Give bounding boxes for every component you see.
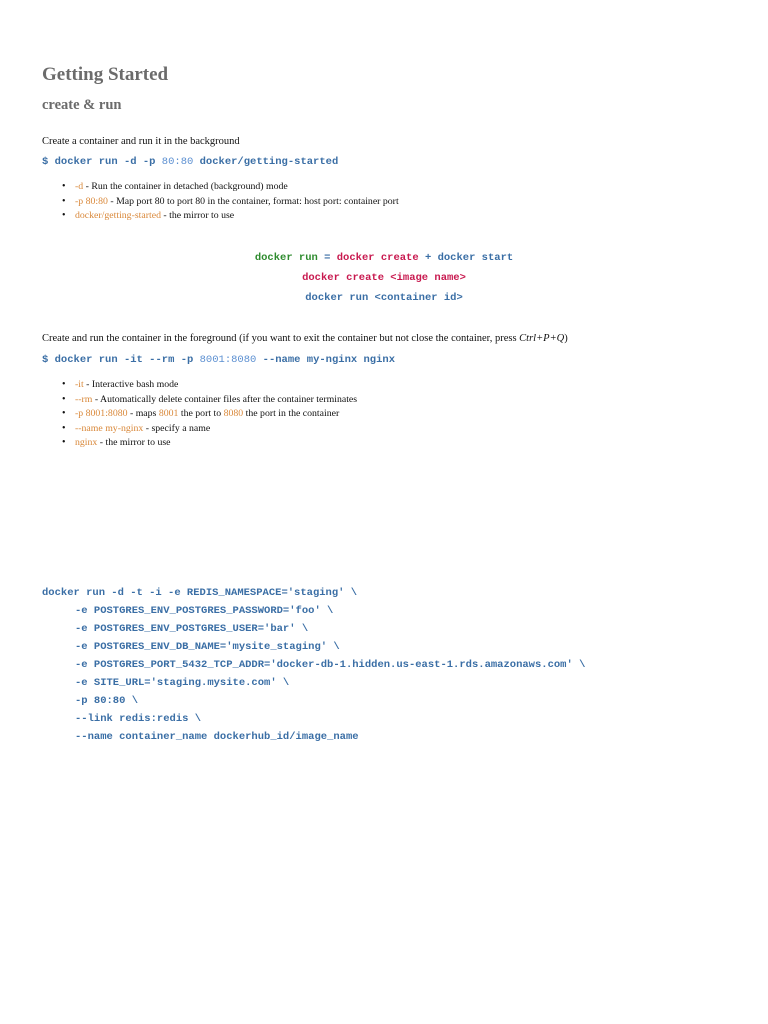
bullet-code: -it: [75, 379, 84, 390]
formula-docker-start: docker start: [437, 252, 514, 264]
port-mapping: 80:80: [161, 156, 194, 168]
bullet-code: -d: [75, 181, 84, 192]
bullet-code: --name my-nginx: [75, 422, 144, 434]
bullet-text: - Run the container in detached (background) mode: [83, 181, 288, 192]
list-item: [62, 422, 357, 437]
formula-line-3: docker run <container id>: [305, 292, 463, 304]
bullet-text: - Interactive bash mode: [83, 379, 179, 390]
command-run-detached: [42, 156, 338, 168]
flag-rm: --rm: [149, 354, 175, 366]
page-title: Getting Started: [42, 64, 169, 85]
prompt: $: [42, 354, 49, 366]
section-title: create & run: [42, 97, 122, 113]
bullet-text: - specify a name: [143, 422, 211, 434]
flag-p: -p: [142, 156, 156, 168]
flag-name: --name my-nginx: [262, 354, 358, 366]
intro-paragraph-1: Create a container and run it in the background: [42, 136, 240, 147]
bullet-text: - maps: [127, 408, 159, 419]
bullet-text: - Automatically delete container files after the container terminates: [92, 393, 358, 405]
intro2-text: Create and run the container in the foreground (if you want to exit the container but not close the container, press: [42, 333, 520, 344]
bullet-code: docker/getting-started: [75, 210, 161, 221]
code-line: -e SITE_URL='staging.mysite.com' \: [75, 677, 290, 689]
formula-line-2: docker create <image name>: [302, 272, 466, 284]
code-line: --link redis:redis \: [75, 713, 202, 725]
port-mapping: 8001:8080: [199, 354, 257, 366]
list-item: [62, 407, 357, 422]
code-line: --name container_name dockerhub_id/image_name: [75, 731, 359, 743]
formula-plus: +: [418, 252, 438, 264]
code-line: -e POSTGRES_ENV_DB_NAME='mysite_staging' \: [75, 641, 340, 653]
prompt: $: [42, 156, 49, 168]
cmd-base: docker run: [54, 354, 118, 366]
flag-it: -it: [123, 354, 143, 366]
bullet-code: 8001: [158, 408, 179, 419]
list-item: [62, 209, 399, 224]
bullet-code: -p 8001:8080: [75, 408, 128, 419]
bullet-text: the port in the container: [243, 408, 340, 419]
bullet-text: - the mirror to use: [160, 210, 235, 221]
list-item: [62, 436, 357, 451]
cmd-base: docker run: [54, 156, 118, 168]
flag-d: -d: [123, 156, 137, 168]
bullet-text: - Map port 80 to port 80 in the container, format: host port: container port: [107, 195, 399, 207]
bullet-code: -p 80:80: [75, 195, 108, 207]
formula-equals: =: [317, 252, 337, 264]
intro2-tail: ): [564, 333, 568, 344]
list-item: [62, 393, 357, 408]
list-item: [62, 195, 399, 210]
flag-p: -p: [180, 354, 194, 366]
code-line: docker run -d -t -i -e REDIS_NAMESPACE='staging' \: [42, 587, 358, 599]
command-run-foreground: [42, 354, 395, 366]
code-block-docker-run-env: [42, 584, 585, 746]
bullet-list-2: [62, 378, 357, 451]
code-line: -p 80:80 \: [75, 695, 139, 707]
bullet-code: --rm: [75, 393, 93, 405]
image-name: nginx: [363, 354, 395, 366]
bullet-code: nginx: [75, 437, 98, 448]
bullet-list-1: [62, 180, 399, 224]
keyboard-shortcut: Ctrl+P+Q: [519, 333, 565, 344]
bullet-text: - the mirror to use: [97, 437, 171, 448]
bullet-text: the port to: [178, 408, 224, 419]
image-name: docker/getting-started: [199, 156, 339, 168]
formula-docker-create: docker create: [336, 252, 419, 264]
list-item: [62, 180, 399, 195]
code-line: -e POSTGRES_ENV_POSTGRES_PASSWORD='foo' \: [75, 605, 334, 617]
formula-docker-run: docker run: [254, 252, 318, 264]
bullet-code: 8080: [223, 408, 244, 419]
intro-paragraph-2: [42, 333, 568, 344]
code-line: -e POSTGRES_PORT_5432_TCP_ADDR='docker-db-1.hidden.us-east-1.rds.amazonaws.com' \: [75, 659, 586, 671]
formula-line-1: [0, 252, 768, 264]
list-item: [62, 378, 357, 393]
code-line: -e POSTGRES_ENV_POSTGRES_USER='bar' \: [75, 623, 309, 635]
